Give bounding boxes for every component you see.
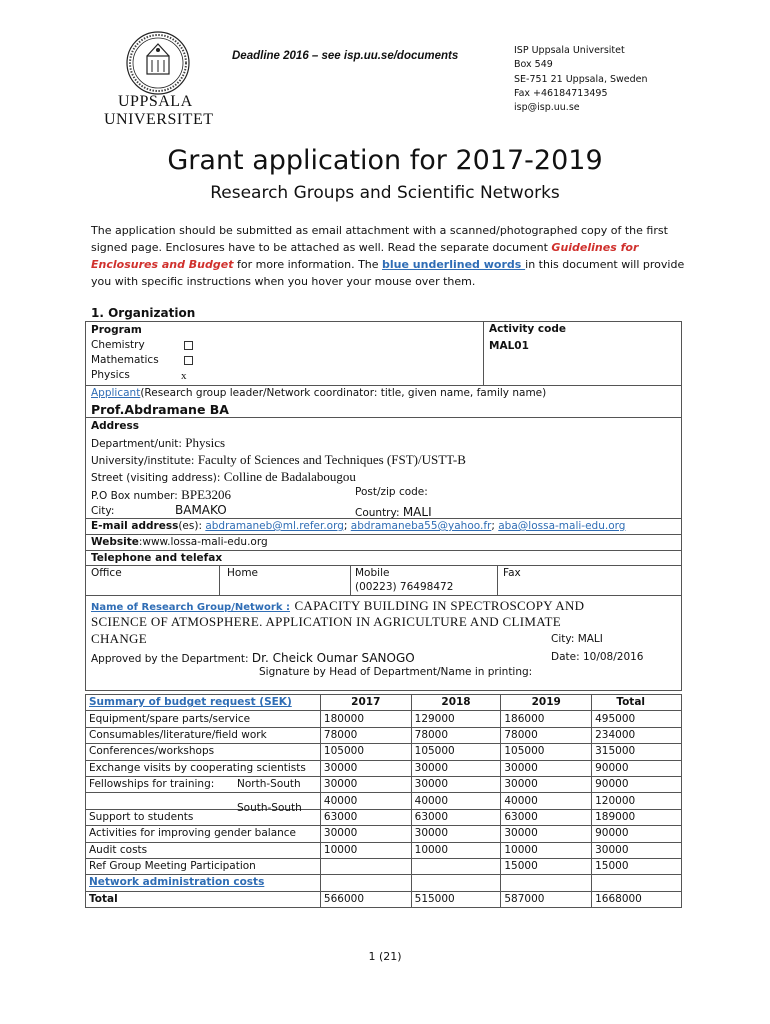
intro-text-2: for more information. The [233, 258, 383, 271]
country-row [355, 503, 432, 521]
address-line: SE-751 21 Uppsala, Sweden [514, 73, 648, 85]
budget-cell: 15000 [592, 858, 682, 874]
department-value: Physics [185, 435, 226, 450]
budget-header-row [86, 695, 682, 711]
budget-cell: 78000 [501, 727, 592, 743]
budget-cell: 90000 [592, 776, 682, 792]
budget-cell [501, 875, 592, 891]
budget-cell: 587000 [501, 891, 592, 907]
street-value: Colline de Badalabougou [223, 469, 356, 484]
budget-cell: 30000 [411, 760, 501, 776]
budget-cell: 10000 [411, 842, 501, 858]
address-line: Box 549 [514, 59, 553, 71]
budget-cell: 105000 [501, 744, 592, 760]
budget-row-label [86, 793, 321, 815]
street-label: Street (visiting address): [91, 472, 224, 484]
group-name-link[interactable]: Name of Research Group/Network : [91, 602, 290, 613]
budget-cell: 180000 [320, 711, 411, 727]
country-label: Country: [355, 507, 403, 519]
budget-summary-link[interactable]: Summary of budget request (SEK) [86, 695, 321, 711]
applicant-name: Prof.Abdramane BA [91, 402, 229, 417]
budget-cell: 40000 [501, 793, 592, 809]
table-row [86, 809, 682, 825]
group-name-row [91, 597, 681, 615]
budget-row-label: Ref Group Meeting Participation [86, 858, 321, 874]
mobile-label: Mobile [355, 567, 390, 579]
email-sep-2: ; [491, 520, 499, 532]
budget-row-label: Conferences/workshops [86, 744, 321, 760]
budget-cell: 189000 [592, 809, 682, 825]
department-row [91, 434, 225, 452]
table-row [86, 760, 682, 776]
page-number: 1 (21) [368, 950, 402, 963]
budget-header-2019: 2019 [501, 695, 592, 711]
address-line: isp@isp.uu.se [514, 102, 580, 114]
page-subtitle: Research Groups and Scientific Networks [210, 183, 560, 203]
group-name-line2: SCIENCE OF ATMOSPHERE. APPLICATION IN AGRICULTURE AND CLIMATE [91, 614, 561, 629]
budget-cell: 78000 [320, 727, 411, 743]
budget-cell: 63000 [501, 809, 592, 825]
program-item-mathematics: Mathematics [91, 354, 159, 366]
budget-cell [320, 875, 411, 891]
blue-underlined-link[interactable]: blue underlined words [382, 258, 526, 271]
table-row [86, 776, 682, 792]
department-label: Department/unit: [91, 438, 186, 450]
home-label: Home [227, 567, 259, 579]
logo-text-line2: UNIVERSITET [104, 111, 214, 128]
fellowships-label: Fellowships for training: [89, 778, 215, 791]
budget-row-label: Activities for improving gender balance [86, 826, 321, 842]
budget-cell: 30000 [411, 776, 501, 792]
budget-cell: 15000 [501, 858, 592, 874]
budget-cell: 566000 [320, 891, 411, 907]
section-heading-organization: 1. Organization [91, 306, 196, 320]
budget-cell: 120000 [592, 793, 682, 809]
institute-row [91, 451, 466, 469]
chemistry-checkbox[interactable] [184, 341, 193, 350]
postzip-label: Post/zip code: [355, 486, 428, 498]
budget-cell: 30000 [411, 826, 501, 842]
telephone-label: Telephone and telefax [91, 552, 223, 564]
table-row [86, 727, 682, 743]
budget-row-label: Consumables/literature/field work [86, 727, 321, 743]
intro-paragraph [91, 222, 691, 290]
table-row-total [86, 891, 682, 907]
budget-cell: 105000 [411, 744, 501, 760]
isp-address [514, 44, 648, 115]
table-row [86, 858, 682, 874]
budget-cell: 315000 [592, 744, 682, 760]
program-label: Program [91, 324, 142, 336]
university-seal-icon [100, 30, 220, 96]
budget-cell: 30000 [592, 842, 682, 858]
south-south-label: South-South [237, 802, 302, 815]
email-suffix: (es): [178, 520, 206, 532]
budget-cell: 495000 [592, 711, 682, 727]
approved-row [91, 649, 415, 667]
mathematics-checkbox[interactable] [184, 356, 193, 365]
fax-label: Fax [503, 567, 521, 579]
budget-cell: 30000 [320, 776, 411, 792]
email-link-1[interactable]: abdramaneb@ml.refer.org [205, 520, 344, 532]
budget-row-label: Equipment/spare parts/service [86, 711, 321, 727]
applicant-desc: (Research group leader/Network coordinator: title, given name, family name) [140, 387, 547, 399]
group-city: City: MALI [551, 633, 603, 645]
approved-label: Approved by the Department: [91, 653, 252, 665]
budget-cell: 10000 [501, 842, 592, 858]
website-label: Website [91, 536, 139, 548]
program-item-chemistry: Chemistry [91, 339, 145, 351]
country-value: MALI [402, 505, 432, 519]
table-row [86, 842, 682, 858]
budget-header-total: Total [592, 695, 682, 711]
pobox-row [91, 486, 231, 504]
budget-cell: 78000 [411, 727, 501, 743]
address-line: ISP Uppsala Universitet [514, 45, 625, 56]
budget-cell: 90000 [592, 760, 682, 776]
institute-value: Faculty of Sciences and Techniques (FST)/USTT-B [197, 452, 466, 467]
budget-cell: 515000 [411, 891, 501, 907]
pobox-label: P.O Box number: [91, 490, 182, 502]
approval-date: Date: 10/08/2016 [551, 651, 644, 663]
budget-header-2017: 2017 [320, 695, 411, 711]
applicant-row [91, 387, 546, 399]
program-item-physics: Physics [91, 369, 130, 381]
group-name-line3: CHANGE [91, 631, 147, 646]
website-value: :www.lossa-mali-edu.org [138, 536, 268, 548]
signature-label: Signature by Head of Department/Name in printing: [259, 666, 533, 678]
budget-cell: 186000 [501, 711, 592, 727]
group-name-line1: CAPACITY BUILDING IN SPECTROSCOPY AND [294, 598, 585, 613]
institute-label: University/institute: [91, 455, 198, 467]
budget-cell: 30000 [501, 760, 592, 776]
budget-cell: 63000 [411, 809, 501, 825]
city-label: City: [91, 505, 115, 517]
budget-table [85, 694, 682, 908]
budget-cell [320, 858, 411, 874]
activity-code-label: Activity code [489, 323, 567, 335]
budget-cell: 10000 [320, 842, 411, 858]
budget-cell: 40000 [411, 793, 501, 809]
address-label: Address [91, 420, 139, 432]
budget-cell [411, 858, 501, 874]
table-row [86, 826, 682, 842]
email-row [91, 520, 625, 532]
budget-cell: 129000 [411, 711, 501, 727]
budget-cell: 90000 [592, 826, 682, 842]
budget-cell: 105000 [320, 744, 411, 760]
pobox-value: BPE3206 [181, 487, 232, 502]
office-label: Office [91, 567, 122, 579]
logo-text-line1: UPPSALA [118, 93, 193, 110]
physics-check-mark[interactable]: x [181, 370, 187, 382]
applicant-link[interactable]: Applicant [91, 387, 141, 399]
budget-row-label: Support to students [86, 809, 321, 825]
table-row [86, 711, 682, 727]
page-title: Grant application for 2017-2019 [167, 145, 603, 176]
budget-row-label: Exchange visits by cooperating scientists [86, 760, 321, 776]
approved-name: Dr. Cheick Oumar SANOGO [251, 651, 415, 665]
table-row [86, 875, 682, 891]
budget-cell [411, 875, 501, 891]
budget-cell: 30000 [501, 776, 592, 792]
university-logo [100, 30, 220, 130]
budget-row-label [86, 776, 321, 792]
address-line: Fax +46184713495 [514, 87, 608, 99]
budget-cell: 63000 [320, 809, 411, 825]
table-row [86, 744, 682, 760]
city-value: BAMAKO [175, 503, 227, 517]
activity-code-value: MAL01 [489, 340, 529, 352]
budget-cell: 234000 [592, 727, 682, 743]
email-link-2[interactable]: abdramaneba55@yahoo.fr [350, 520, 492, 532]
program-block [91, 323, 159, 383]
street-row [91, 468, 356, 486]
budget-header-2018: 2018 [411, 695, 501, 711]
budget-cell: 40000 [320, 793, 411, 809]
email-link-3[interactable]: aba@lossa-mali-edu.org [498, 520, 626, 532]
budget-total-label: Total [86, 891, 321, 907]
deadline-text: Deadline 2016 – see isp.uu.se/documents [232, 50, 459, 62]
budget-row-label: Audit costs [86, 842, 321, 858]
budget-cell: 30000 [501, 826, 592, 842]
intro-text-1: The application should be submitted as email attachment with a scanned/photographed copy of the first signed page. Enclosures have to be attached as well. Read the separate document [91, 224, 668, 254]
budget-cell: 1668000 [592, 891, 682, 907]
email-sep-1: ; [343, 520, 351, 532]
intro-text-3: in this document will provide you with specific instructions when you hover your mouse over them. [91, 258, 685, 288]
website-row [91, 536, 268, 548]
mobile-number: (00223) 76498472 [355, 581, 454, 593]
table-row [86, 793, 682, 809]
budget-cell [592, 875, 682, 891]
guidelines-link[interactable]: Guidelines for Enclosures and Budget [91, 241, 639, 271]
network-admin-link[interactable]: Network administration costs [86, 875, 321, 891]
email-label: E-mail address [91, 520, 179, 532]
north-south-label: North-South [237, 778, 301, 791]
budget-cell: 30000 [320, 760, 411, 776]
budget-cell: 30000 [320, 826, 411, 842]
